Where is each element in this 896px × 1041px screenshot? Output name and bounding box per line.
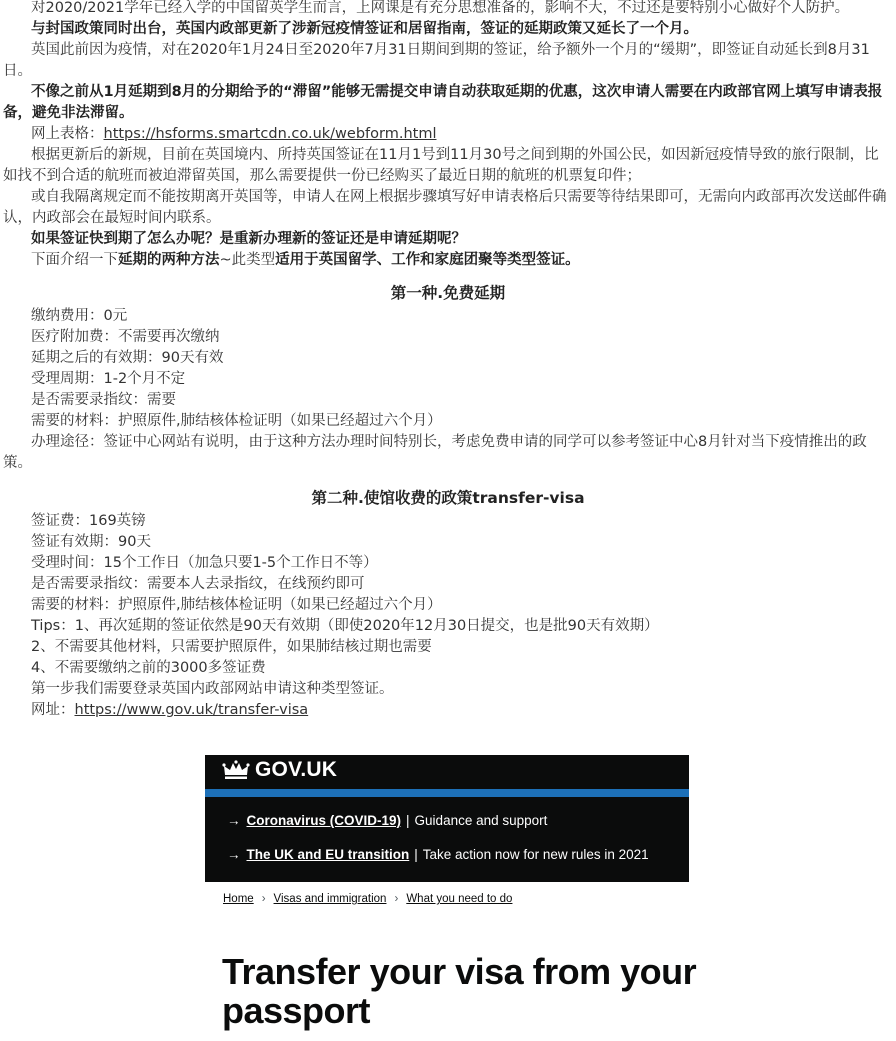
method2-line: 需要的材料：护照原件,肺结核体检证明（如果已经超过六个月） xyxy=(31,597,442,613)
method2-tips-line: Tips：1、再次延期的签证依然是90天有效期（即使2020年12月30日提交，也是批90天有效期） xyxy=(31,618,659,634)
covid-text: Guidance and support xyxy=(414,813,548,828)
new-rules-paragraph: 根据更新后的新规，目前在英国境内、所持英国签证在11月1号到11月30号之间到期的外国公民，如因新冠疫情导致的旅行限制，比如找不到合适的航班而被迫滞留英国，那么需要提供一份已经购买了最近日期的航班的机票复印件； xyxy=(3,147,879,184)
govuk-logo[interactable]: GOV.UK xyxy=(255,758,338,781)
breadcrumb xyxy=(223,893,512,905)
crown-icon xyxy=(222,759,250,781)
eu-banner xyxy=(227,847,649,862)
method1-heading: 第一种.免费延期 xyxy=(390,284,506,302)
method2-line: 第一步我们需要登录英国内政部网站申请这种类型签证。 xyxy=(31,681,394,697)
intro-paragraph: 对2020/2021学年已经入学的中国留英学生而言，上网课是有充分思想准备的，影响不大，不过还是要特别小心做好个人防护。 xyxy=(31,0,850,16)
divider: | xyxy=(406,813,410,828)
site-link[interactable]: https://www.gov.uk/transfer-visa xyxy=(74,702,309,718)
methods-intro-b: 延期的两种方法 xyxy=(118,252,220,268)
method2-line: 是否需要录指纹：需要本人去录指纹，在线预约即可 xyxy=(31,576,365,592)
method2-line: 2、不需要其他材料，只需要护照原件，如果肺结核过期也需要 xyxy=(31,639,432,655)
arrow-right-icon: → xyxy=(227,813,241,828)
method2-heading: 第二种.使馆收费的政策transfer-visa xyxy=(311,489,585,507)
covid-link[interactable]: Coronavirus (COVID-19) xyxy=(246,813,402,828)
breadcrumb-home[interactable]: Home xyxy=(223,893,254,905)
breadcrumb-what-to-do[interactable]: What you need to do xyxy=(406,893,513,905)
methods-intro xyxy=(0,250,896,271)
govuk-blue-bar xyxy=(205,789,689,797)
divider: | xyxy=(414,847,418,862)
breadcrumb-visas[interactable]: Visas and immigration xyxy=(273,893,387,905)
covid-banner xyxy=(227,813,547,828)
arrow-right-icon: → xyxy=(227,847,241,862)
eu-transition-link[interactable]: The UK and EU transition xyxy=(246,847,410,862)
methods-intro-d: 适用于英国留学、工作和家庭团聚等类型签证。 xyxy=(275,252,580,268)
question-paragraph: 如果签证快到期了怎么办呢？是重新办理新的签证还是申请延期呢？ xyxy=(31,231,466,247)
eu-text: Take action now for new rules in 2021 xyxy=(422,847,649,862)
form-line xyxy=(0,124,896,145)
register-paragraph: 不像之前从1月延期到8月的分期给予的“滞留”能够无需提交申请自动获取延期的优惠，这次申请人需要在内政部官网上填写申请表报备，避免非法滞留。 xyxy=(3,84,883,121)
isolation-paragraph: 或自我隔离规定而不能按期离开英国等，申请人在网上根据步骤填写好申请表格后只需要等待结果即可，无需向内政部再次发送邮件确认，内政部会在最短时间内联系。 xyxy=(3,189,887,226)
method1-line: 是否需要录指纹：需要 xyxy=(31,392,176,408)
policy-paragraph: 与封国政策同时出台，英国内政部更新了涉新冠疫情签证和居留指南，签证的延期政策又延长了一个月。 xyxy=(31,21,698,37)
method1-line: 延期之后的有效期：90天有效 xyxy=(31,350,224,366)
grace-paragraph: 英国此前因为疫情，对在2020年1月24日至2020年7月31日期间到期的签证，给予额外一个月的“缓期”，即签证自动延长到8月31日。 xyxy=(3,42,870,79)
chevron-right-icon: › xyxy=(394,893,399,905)
method1-line: 缴纳费用：0元 xyxy=(31,308,128,324)
method2-line: 4、不需要缴纳之前的3000多签证费 xyxy=(31,660,266,676)
site-line xyxy=(0,700,896,721)
method2-line: 签证费：169英镑 xyxy=(31,513,146,529)
site-label: 网址： xyxy=(31,702,75,718)
page-title: Transfer your visa from your passport xyxy=(222,951,697,1031)
form-label: 网上表格： xyxy=(31,126,104,142)
govuk-screenshot xyxy=(205,755,689,882)
method1-route: 办理途径：签证中心网站有说明，由于这种方法办理时间特别长，考虑免费申请的同学可以参考签证中心8月针对当下疫情推出的政策。 xyxy=(3,434,867,471)
govuk-header xyxy=(205,755,689,789)
method1-line: 医疗附加费：不需要再次缴纳 xyxy=(31,329,220,345)
method2-line: 签证有效期：90天 xyxy=(31,534,151,550)
method1-line: 需要的材料：护照原件,肺结核体检证明（如果已经超过六个月） xyxy=(31,413,442,429)
method2-line: 受理时间：15个工作日（加急只要1-5个工作日不等） xyxy=(31,555,378,571)
method1-line: 受理周期：1-2个月不定 xyxy=(31,371,186,387)
form-link[interactable]: https://hsforms.smartcdn.co.uk/webform.html xyxy=(103,126,437,142)
methods-intro-c: ~此类型 xyxy=(219,252,276,268)
methods-intro-a: 下面介绍一下 xyxy=(31,252,118,268)
chevron-right-icon: › xyxy=(261,893,266,905)
